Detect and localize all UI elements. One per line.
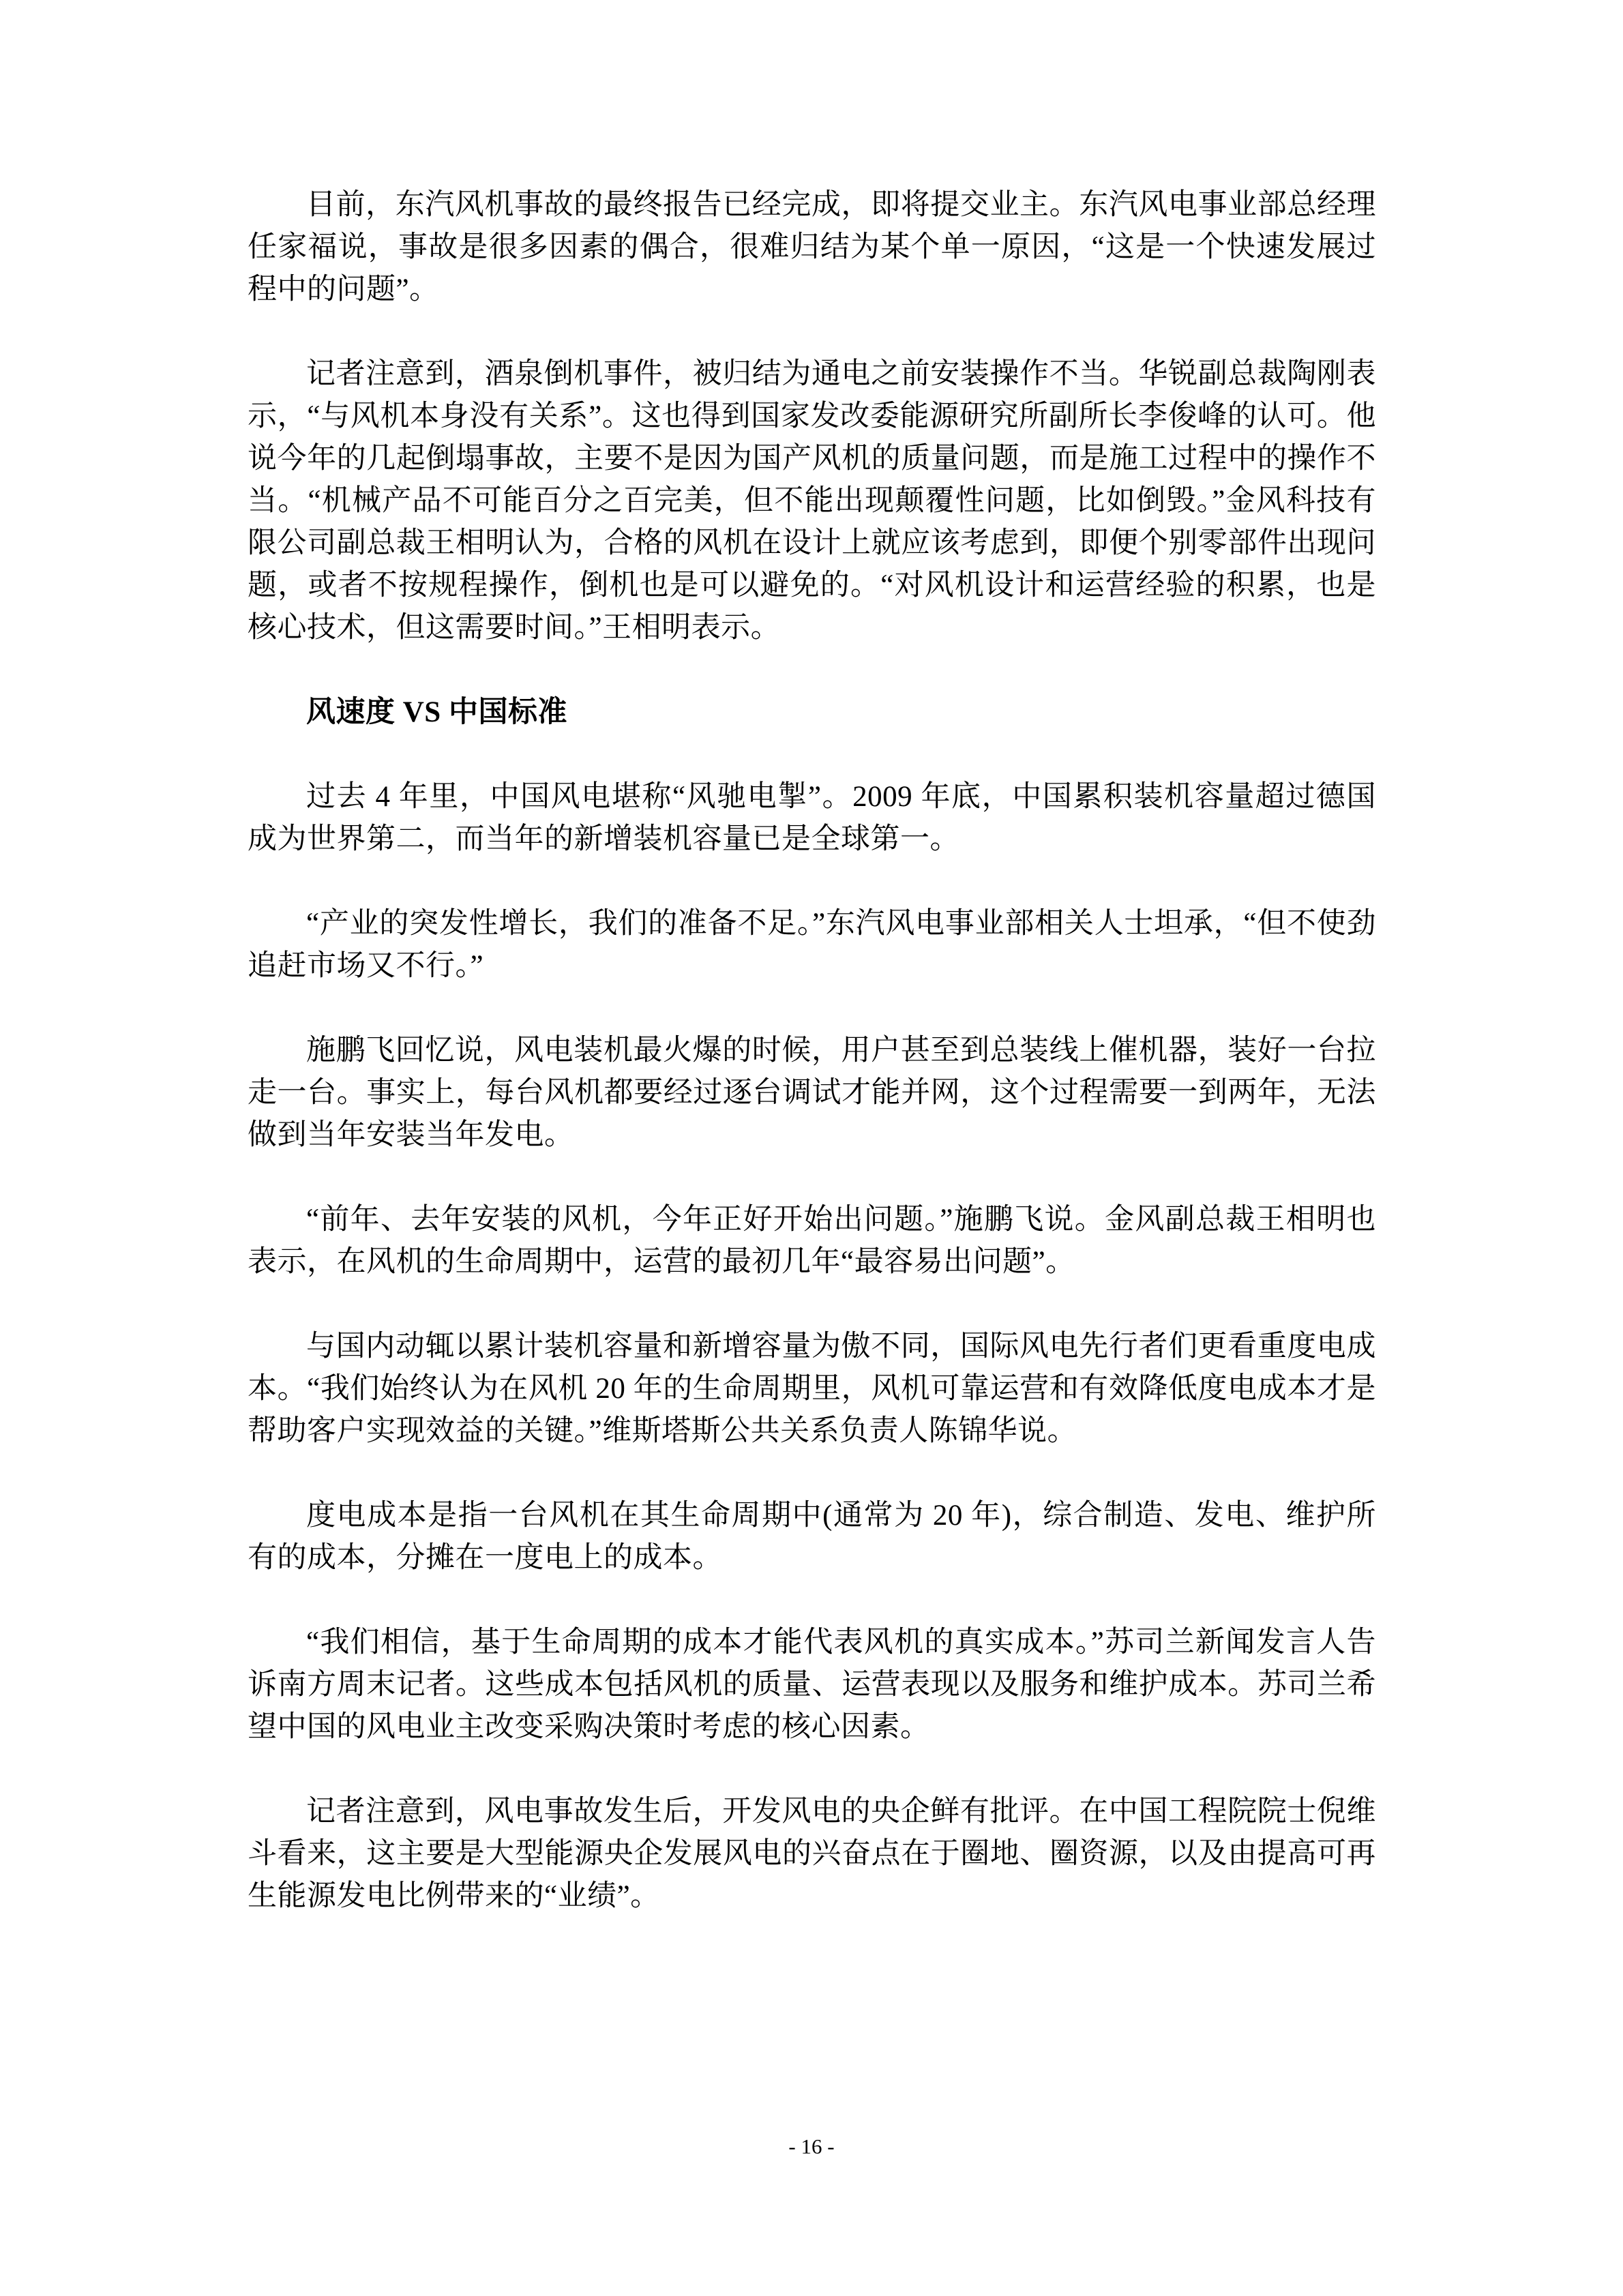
- paragraph: 施鹏飞回忆说，风电装机最火爆的时候，用户甚至到总装线上催机器，装好一台拉走一台。事实上，每台风机都要经过逐台调试才能并网，这个过程需要一到两年，无法做到当年安装当年发电。: [248, 1034, 1376, 1151]
- paragraph: “我们相信，基于生命周期的成本才能代表风机的真实成本。”苏司兰新闻发言人告诉南方周末记者。这些成本包括风机的质量、运营表现以及服务和维护成本。苏司兰希望中国的风电业主改变采购决策时考虑的核心因素。: [248, 1626, 1376, 1743]
- paragraph: 与国内动辄以累计装机容量和新增容量为傲不同，国际风电先行者们更看重度电成本。“我们始终认为在风机 20 年的生命周期里，风机可靠运营和有效降低度电成本才是帮助客户实现效益的关键。”维斯塔斯公共关系负责人陈锦华说。: [248, 1330, 1376, 1447]
- paragraph: 度电成本是指一台风机在其生命周期中(通常为 20 年)，综合制造、发电、维护所有的成本，分摊在一度电上的成本。: [248, 1500, 1376, 1574]
- paragraph: 记者注意到，酒泉倒机事件，被归结为通电之前安装操作不当。华锐副总裁陶刚表示，“与风机本身没有关系”。这也得到国家发改委能源研究所副所长李俊峰的认可。他说今年的几起倒塌事故，主要不是因为国产风机的质量问题，而是施工过程中的操作不当。“机械产品不可能百分之百完美，但不能出现颠覆性问题，比如倒毁。”金风科技有限公司副总裁王相明认为，合格的风机在设计上就应该考虑到，即便个别零部件出现问题，或者不按规程操作，倒机也是可以避免的。“对风机设计和运营经验的积累，也是核心技术，但这需要时间。”王相明表示。: [248, 358, 1376, 644]
- section-heading: 风速度 VS 中国标准: [306, 696, 567, 728]
- paragraph: 记者注意到，风电事故发生后，开发风电的央企鲜有批评。在中国工程院院士倪维斗看来，这主要是大型能源央企发展风电的兴奋点在于圈地、圈资源，以及由提高可再生能源发电比例带来的“业绩”。: [248, 1795, 1376, 1912]
- article-body: [248, 184, 1376, 1960]
- page-number: - 16 -: [788, 2134, 835, 2158]
- paragraph: “产业的突发性增长，我们的准备不足。”东汽风电事业部相关人士坦承，“但不使劲追赶市场又不行。”: [248, 908, 1376, 982]
- paragraph: “前年、去年安装的风机，今年正好开始出问题。”施鹏飞说。金风副总裁王相明也表示，在风机的生命周期中，运营的最初几年“最容易出问题”。: [248, 1204, 1376, 1278]
- paragraph: 目前，东汽风机事故的最终报告已经完成，即将提交业主。东汽风电事业部总经理任家福说，事故是很多因素的偶合，很难归结为某个单一原因，“这是一个快速发展过程中的问题”。: [248, 189, 1376, 305]
- paragraph: 过去 4 年里，中国风电堪称“风驰电掣”。2009 年底，中国累积装机容量超过德国成为世界第二，而当年的新增装机容量已是全球第一。: [248, 781, 1376, 855]
